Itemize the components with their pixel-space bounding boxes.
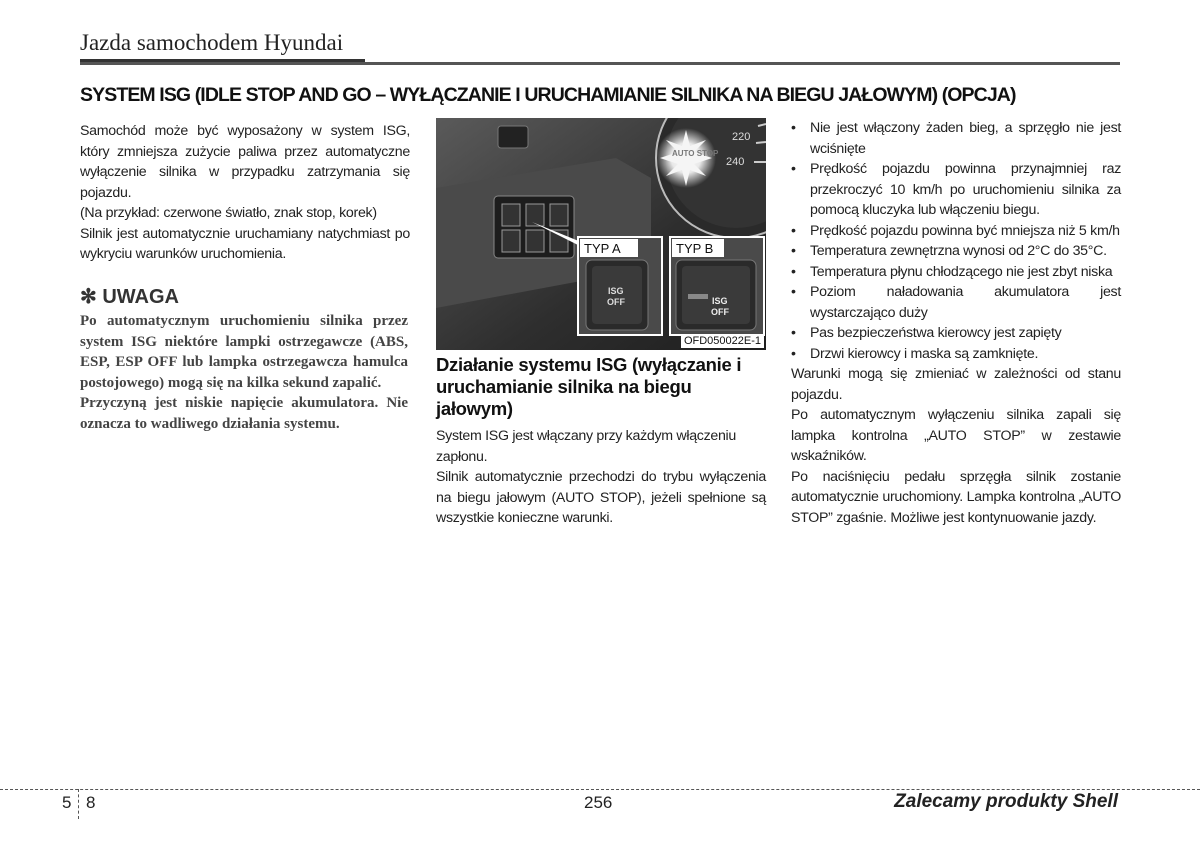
- figure-code: OFD050022E-1: [681, 334, 764, 348]
- footer-divider: [78, 789, 79, 819]
- condition-item: • Pas bezpieczeństwa kierowcy jest zapięty: [791, 323, 1121, 344]
- auto-stop-lamp-paragraph: Po automatycznym wyłączeniu silnika zapali się lampka kontrolna „AUTO STOP” w zestawie wskaźników.: [791, 407, 1121, 464]
- running-header: Jazda samochodem Hyundai: [80, 30, 344, 55]
- type-b-label: TYP B: [676, 241, 714, 256]
- switch-5: [526, 230, 544, 252]
- condition-item: • Nie jest włączony żaden bieg, a sprzęgło nie jest wciśnięte: [791, 118, 1121, 159]
- note-paragraph: Przyczyną jest niskie napięcie akumulatora. Nie oznacza to wadliwego działania systemu.: [80, 395, 408, 432]
- switch-2: [526, 204, 544, 226]
- condition-item: • Prędkość pojazdu powinna być mniejsza niż 5 km/h: [791, 221, 1121, 242]
- isg-switch-photo: [436, 118, 766, 350]
- conditions-vary-paragraph: Warunki mogą się zmieniać w zależności od stanu pojazdu.: [791, 366, 1121, 403]
- section-page-number: 8: [86, 793, 96, 812]
- condition-item: • Prędkość pojazdu powinna przynajmniej raz przekroczyć 10 km/h po uruchomieniu silnika za pomocą kluczyka lub włączeniu biegu.: [791, 159, 1121, 221]
- left-column: [80, 121, 410, 265]
- intro-paragraph: Samochód może być wyposażony w system ISG, który zmniejsza zużycie paliwa przez automatyczne wyłączenie silnika w przypadku zatrzymania się pojazdu.: [80, 123, 410, 201]
- page-number: 256: [584, 793, 613, 812]
- gauge-220: 220: [732, 131, 751, 143]
- switch-3: [550, 204, 568, 226]
- type-a-isg: ISG: [608, 286, 624, 296]
- chapter-number: 5: [62, 793, 72, 812]
- shell-footer-note: Zalecamy produkty Shell: [894, 791, 1118, 812]
- type-a-off: OFF: [607, 297, 625, 307]
- section-title: SYSTEM ISG (IDLE STOP AND GO – WYŁĄCZANIE I URUCHAMIANIE SILNIKA NA BIEGU JAŁOWYM) (OPCJA): [80, 84, 1016, 106]
- gauge-240: 240: [726, 156, 745, 168]
- header-rule: [80, 62, 1120, 65]
- auto-stop-paragraph: Silnik automatycznie przechodzi do trybu wyłączenia na biegu jałowym (AUTO STOP), jeżeli spełnione są wszystkie konieczne warunki.: [436, 469, 766, 526]
- note-paragraph: Po automatycznym uruchomieniu silnika przez system ISG niektóre lampki ostrzegawcze (ABS, ESP, ESP OFF lub lampka ostrzegawcza hamulca postojowego) mogą się na kilka sekund zapalić.: [80, 313, 408, 391]
- condition-item: • Drzwi kierowcy i maska są zamknięte.: [791, 344, 1121, 365]
- isg-switch-illustration: [436, 118, 766, 350]
- restart-clutch-paragraph: Po naciśnięciu pedału sprzęgła silnik zostanie automatycznie uruchomiony. Lampka kontrolna „AUTO STOP” zgaśnie. Możliwe jest kontynuowanie jazdy.: [791, 468, 1121, 526]
- dash-vent: [498, 126, 528, 148]
- note-body: [80, 311, 408, 435]
- auto-stop-lamp: [672, 149, 719, 158]
- middle-column: [436, 426, 766, 529]
- isg-on-paragraph: System ISG jest włączany przy każdym włączeniu zapłonu.: [436, 428, 737, 465]
- right-column: [791, 118, 1121, 528]
- switch-4: [502, 230, 520, 252]
- type-b-off: OFF: [711, 307, 729, 317]
- auto-stop-text: AUTO STOP: [672, 149, 719, 158]
- subsection-title: Działanie systemu ISG (wyłączanie i uruchamianie silnika na biegu jałowym): [436, 354, 742, 419]
- example-paragraph: (Na przykład: czerwone światło, znak stop, korek): [80, 205, 377, 221]
- footer-rule: [0, 789, 1200, 790]
- type-b-indicator: [688, 294, 708, 299]
- note-title: ✻ UWAGA: [80, 286, 179, 308]
- switch-1: [502, 204, 520, 226]
- condition-item: • Temperatura płynu chłodzącego nie jest zbyt niska: [791, 262, 1121, 283]
- type-b-isg: ISG: [712, 296, 728, 306]
- condition-item: • Temperatura zewnętrzna wynosi od 2°C do 35°C.: [791, 241, 1121, 262]
- restart-paragraph: Silnik jest automatycznie uruchamiany natychmiast po wykryciu warunków uruchomienia.: [80, 225, 410, 262]
- type-a-label: TYP A: [584, 241, 621, 256]
- condition-item: • Poziom naładowania akumulatora jest wystarczająco duży: [791, 282, 1121, 323]
- conditions-list: [791, 118, 1121, 364]
